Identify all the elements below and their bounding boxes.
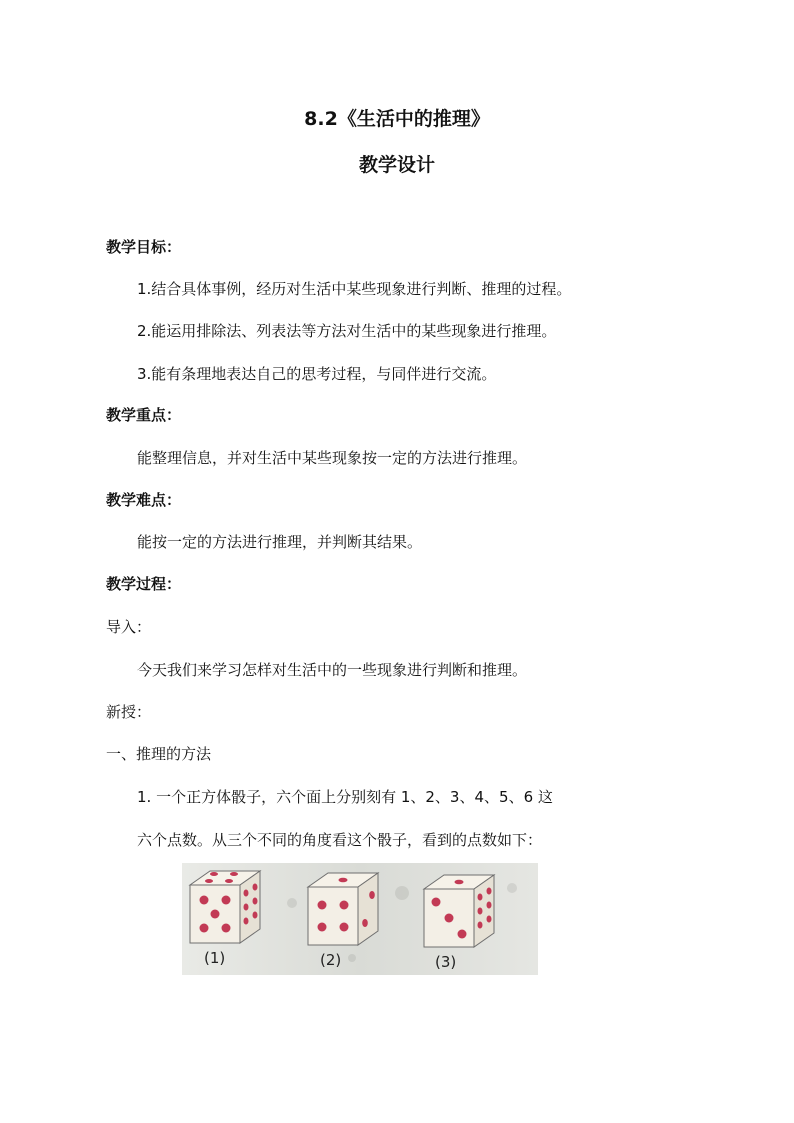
objectives-heading: 教学目标： — [106, 238, 182, 256]
new-lesson-label: 新授： — [106, 703, 152, 721]
die-3 — [424, 875, 494, 947]
dice-figure — [152, 863, 538, 975]
intro-label: 导入： — [106, 618, 152, 636]
difficulties-text: 能按一定的方法进行推理，并判断其结果。 — [137, 533, 423, 551]
intro-text: 今天我们来学习怎样对生活中的一些现象进行判断和推理。 — [137, 661, 528, 679]
key-points-heading: 教学重点： — [106, 406, 182, 424]
section-title: 一、推理的方法 — [106, 745, 212, 763]
caption-die-1: (1) — [204, 949, 226, 967]
caption-die-3: (3) — [435, 953, 457, 971]
document-title: 8.2《生活中的推理》 — [304, 108, 490, 130]
difficulties-heading: 教学难点： — [106, 491, 182, 509]
problem-line-2: 六个点数。从三个不同的角度看这个骰子，看到的点数如下： — [137, 831, 543, 849]
objective-item-2: 2.能运用排除法、列表法等方法对生活中的某些现象进行推理。 — [137, 322, 557, 340]
objective-item-1: 1.结合具体事例，经历对生活中某些现象进行判断、推理的过程。 — [137, 280, 572, 298]
die-2 — [308, 873, 378, 945]
process-heading: 教学过程： — [106, 575, 182, 593]
key-points-text: 能整理信息，并对生活中某些现象按一定的方法进行推理。 — [137, 449, 528, 467]
problem-line-1: 1. 一个正方体骰子，六个面上分别刻有 1、2、3、4、5、6 这 — [137, 788, 553, 806]
objective-item-3: 3.能有条理地表达自己的思考过程，与同伴进行交流。 — [137, 365, 497, 383]
document-subtitle: 教学设计 — [358, 154, 435, 176]
die-1 — [190, 871, 260, 943]
caption-die-2: (2) — [320, 951, 342, 969]
